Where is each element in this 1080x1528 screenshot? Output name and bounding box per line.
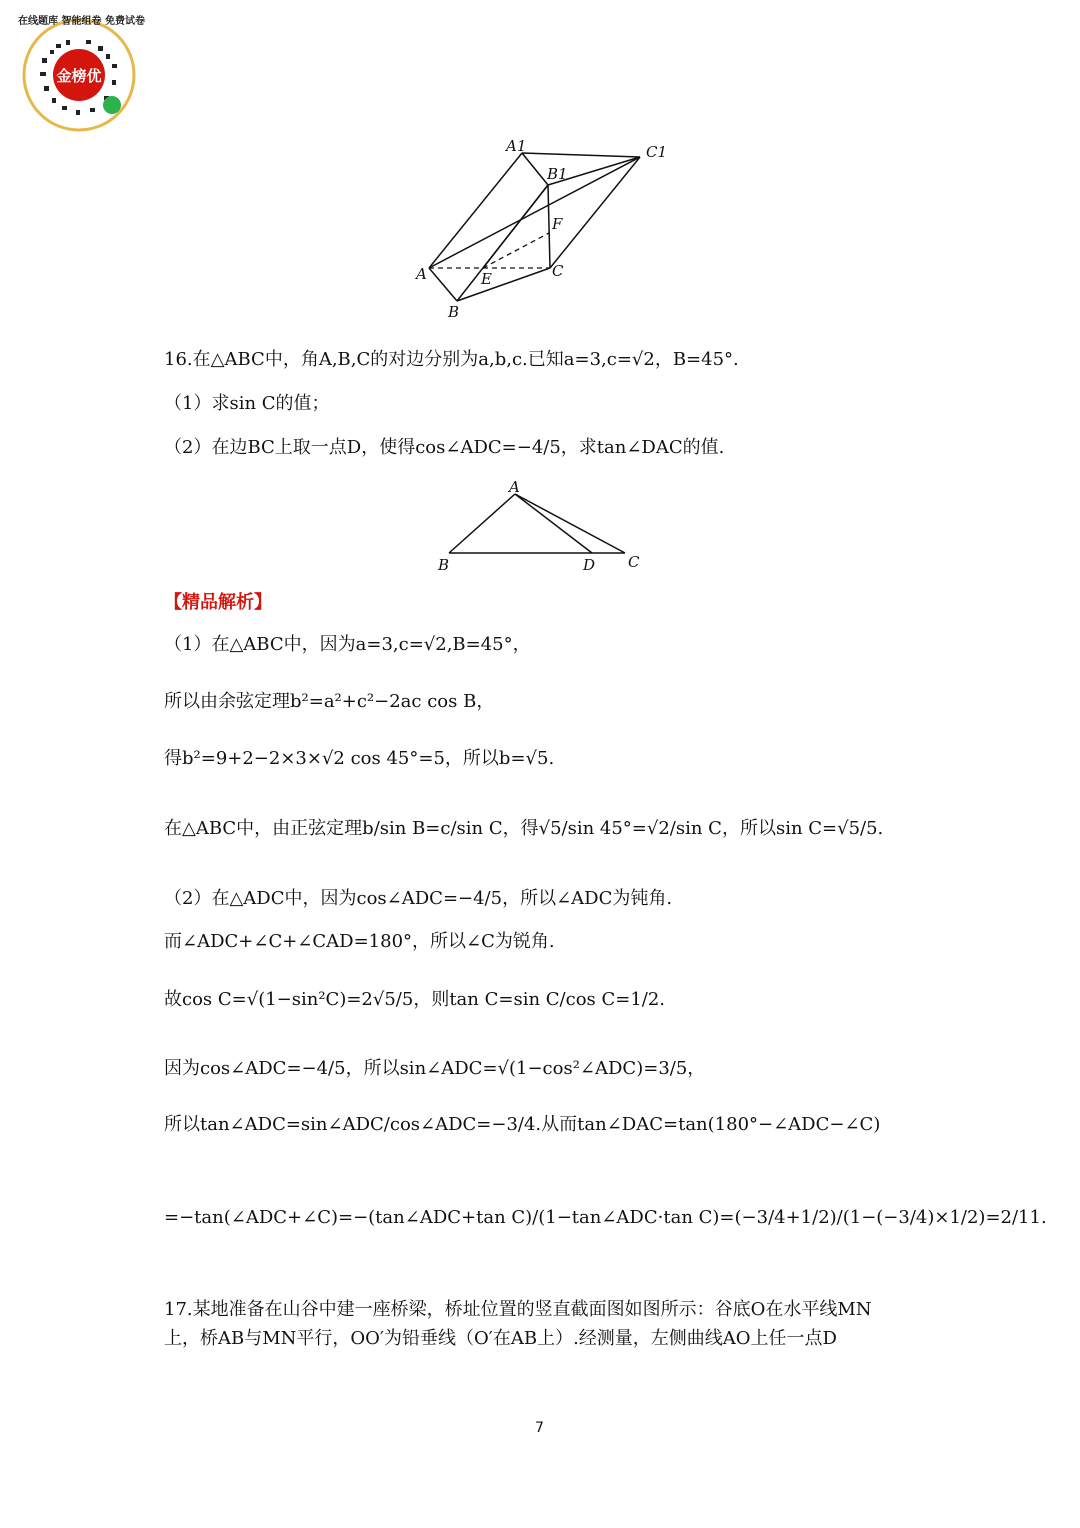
solution-line-4: 在△ABC中，由正弦定理b/sin B=c/sin C，得√5/sin 45°=√2/sin C，所以sin C=√5/5.	[164, 818, 884, 839]
label-a: A	[416, 265, 427, 283]
solution-line-8: 因为cos∠ADC=−4/5，所以sin∠ADC=√(1−cos²∠ADC)=3/5，	[164, 1058, 706, 1079]
label-b: B	[448, 303, 460, 321]
solution-line-5: （2）在△ADC中，因为cos∠ADC=−4/5，所以∠ADC为钝角.	[164, 888, 673, 909]
solution-line-10: =−tan(∠ADC+∠C)=−(tan∠ADC+tan C)/(1−tan∠ADC·tan C)=(−3/4+1/2)/(1−(−3/4)×1/2)=2/11.	[164, 1207, 1047, 1228]
solution-line-6: 而∠ADC+∠C+∠CAD=180°，所以∠C为锐角.	[164, 931, 555, 952]
tri-label-d: D	[583, 556, 596, 574]
logo-center-text: 金榜优	[56, 67, 102, 85]
problem-16-stem-text: 在△ABC中，角A,B,C的对边分别为a,b,c.已知a=3,c=√2，B=45°.	[192, 349, 739, 370]
tri-label-c: C	[628, 553, 640, 571]
problem-16-q1: （1）求sin C的值；	[164, 393, 330, 414]
solution-line-3: 得b²=9+2−2×3×√2 cos 45°=5，所以b=√5.	[164, 748, 555, 769]
label-c: C	[552, 262, 564, 280]
problem-16-q2: （2）在边BC上取一点D，使得cos∠ADC=−4/5，求tan∠DAC的值.	[164, 437, 725, 458]
page-number: 7	[535, 1420, 544, 1436]
prism-figure	[405, 135, 685, 325]
solution-line-9: 所以tan∠ADC=sin∠ADC/cos∠ADC=−3/4.从而tan∠DAC=tan(180°−∠ADC−∠C)	[164, 1114, 881, 1135]
triangle-figure	[425, 478, 655, 578]
solution-line-2: 所以由余弦定理b²=a²+c²−2ac cos B，	[164, 691, 495, 712]
label-a1: A1	[506, 137, 527, 155]
problem-17-line-1: 17.某地准备在山谷中建一座桥梁，桥址位置的竖直截面图如图所示：谷底O在水平线MN	[164, 1299, 872, 1320]
solution-heading: 【精品解析】	[164, 592, 272, 613]
problem-16-number: 16.	[164, 349, 193, 370]
solution-line-1: （1）在△ABC中，因为a=3,c=√2,B=45°，	[164, 634, 531, 655]
label-c1: C1	[646, 143, 668, 161]
logo-ring-text: 在线题库 智能组卷 免费试卷	[18, 16, 145, 27]
site-logo	[16, 10, 142, 136]
problem-16-stem	[164, 345, 739, 371]
solution-line-7: 故cos C=√(1−sin²C)=2√5/5，则tan C=sin C/cos C=1/2.	[164, 989, 666, 1010]
problem-17-line-2: 上，桥AB与MN平行，OO′为铅垂线（O′在AB上）.经测量，左侧曲线AO上任一点D	[164, 1328, 837, 1349]
tri-label-b: B	[438, 556, 450, 574]
label-f: F	[552, 215, 563, 233]
label-e: E	[481, 270, 492, 288]
tri-label-a: A	[509, 478, 520, 496]
label-b1: B1	[547, 165, 568, 183]
